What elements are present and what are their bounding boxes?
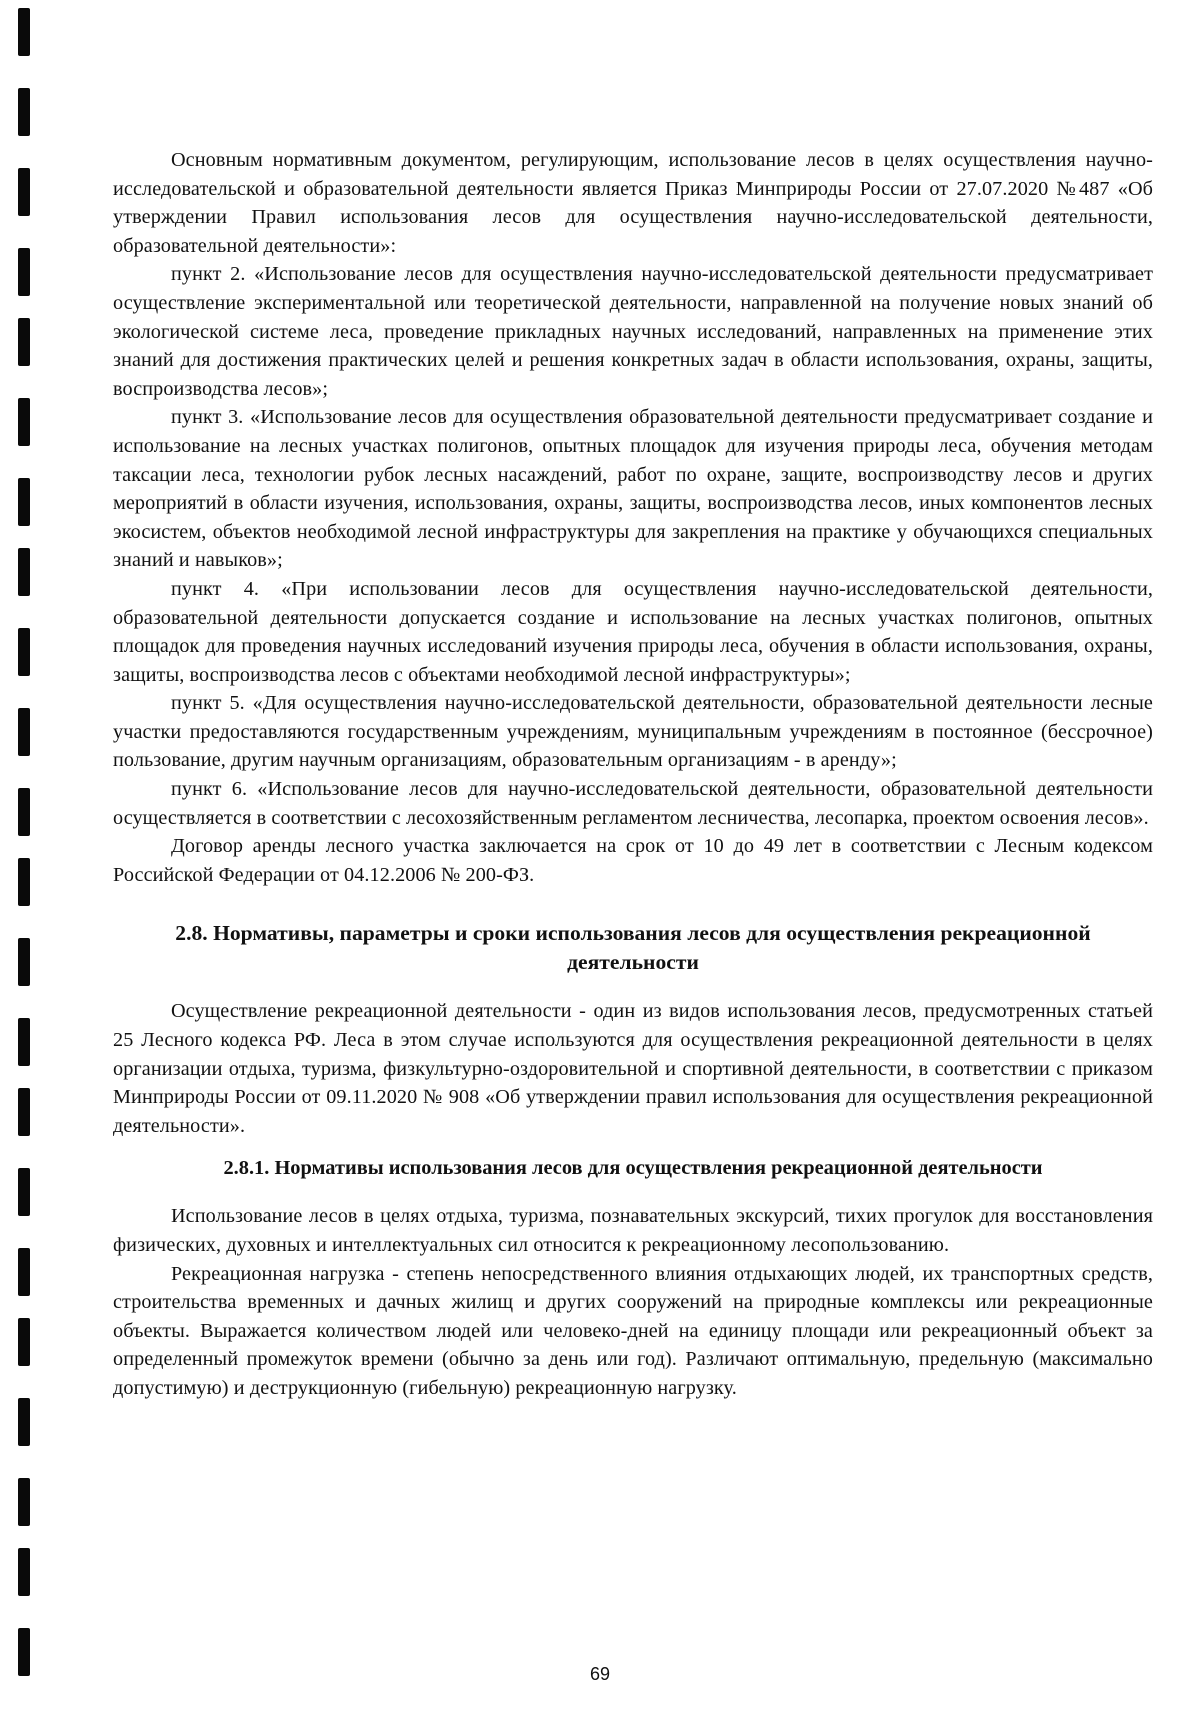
intro-paragraph: Основным нормативным документом, регулирующим, использование лесов в целях осуществления научно-исследовательской и образовательной деятельности является Приказ Минприроды России от 27.07.2020 №487 «Об утверждении Правил использования лесов для осуществления научно-исследовательской деятельности, образовательной деятельности»: bbox=[113, 149, 1153, 257]
binding-hole bbox=[18, 548, 30, 596]
binding-hole bbox=[18, 1088, 30, 1136]
binding-hole bbox=[18, 1548, 30, 1596]
recreation-use-paragraph: Использование лесов в целях отдыха, туризма, познавательных экскурсий, тихих прогулок для восстановления физических, духовных и интеллектуальных сил относится к рекреационному лесопользованию. bbox=[113, 1205, 1153, 1256]
lease-term-paragraph: Договор аренды лесного участка заключается на срок от 10 до 49 лет в соответствии с Лесным кодексом Российской Федерации от 04.12.2006 № 200-ФЗ. bbox=[113, 835, 1153, 886]
clause-6-paragraph: пункт 6. «Использование лесов для научно-исследовательской деятельности, образовательной деятельности осуществляется в соответствии с лесохозяйственным регламентом лесничества, лесопарка, проектом освоения лесов». bbox=[113, 778, 1153, 829]
binding-hole bbox=[18, 858, 30, 906]
binding-hole bbox=[18, 8, 30, 56]
binding-hole bbox=[18, 398, 30, 446]
binding-hole bbox=[18, 788, 30, 836]
section-heading: 2.8. Нормативы, параметры и сроки использования лесов для осуществления рекреационной деятельности bbox=[175, 921, 1091, 975]
binding-hole bbox=[18, 628, 30, 676]
page-content bbox=[113, 146, 1153, 1403]
binding-hole bbox=[18, 318, 30, 366]
clause-2-paragraph: пункт 2. «Использование лесов для осуществления научно-исследовательской деятельности предусматривает осуществление экспериментальной или теоретической деятельности, направленной на получение новых знаний об экологической системе леса, проведение прикладных научных исследований, направленных на применение этих знаний для достижения практических целей и решения конкретных задач в области использования, охраны, защиты, воспроизводства лесов»; bbox=[113, 263, 1153, 400]
binding-hole bbox=[18, 1168, 30, 1216]
binding-holes bbox=[18, 0, 36, 1716]
binding-hole bbox=[18, 1478, 30, 1526]
binding-hole bbox=[18, 1318, 30, 1366]
clause-3-paragraph: пункт 3. «Использование лесов для осуществления образовательной деятельности предусматривает создание и использование на лесных участках полигонов, опытных площадок для изучения природы леса, обучения методам таксации леса, технологии рубок лесных насаждений, работ по охране, защите, воспроизводству лесов и других мероприятий в области изучения, использования, охраны, защиты, воспроизводства лесов, иных компонентов лесных экосистем, объектов необходимой лесной инфраструктуры для закрепления на практике у обучающихся специальных знаний и навыков»; bbox=[113, 406, 1153, 572]
recreation-load-paragraph: Рекреационная нагрузка - степень непосредственного влияния отдыхающих людей, их транспортных средств, строительства временных и дачных жилищ и других сооружений на природные комплексы или рекреационные объекты. Выражается количеством людей или человеко-дней на единицу площади или рекреационный объект за определенный промежуток времени (обычно за день или год). Различают оптимальную, предельную (максимально допустимую) и деструкционную (гибельную) рекреационную нагрузку. bbox=[113, 1262, 1153, 1399]
binding-hole bbox=[18, 938, 30, 986]
page-number: 69 bbox=[589, 1664, 611, 1684]
binding-hole bbox=[18, 168, 30, 216]
section-paragraph: Осуществление рекреационной деятельности - один из видов использования лесов, предусмотренных статьей 25 Лесного кодекса РФ. Леса в этом случае используются для осуществления рекреационной деятельности в целях организации отдыха, туризма, физкультурно-оздоровительной и спортивной деятельности, в соответствии с приказом Минприроды России от 09.11.2020 № 908 «Об утверждении правил использования для осуществления рекреационной деятельности». bbox=[113, 1000, 1153, 1137]
binding-hole bbox=[18, 708, 30, 756]
binding-hole bbox=[18, 88, 30, 136]
binding-hole bbox=[18, 1398, 30, 1446]
clause-5-paragraph: пункт 5. «Для осуществления научно-исследовательской деятельности, образовательной деятельности лесные участки предоставляются государственным учреждениям, муниципальным учреждениям в постоянное (бессрочное) пользование, другим научным организациям, образовательным организациям - в аренду»; bbox=[113, 692, 1153, 772]
binding-hole bbox=[18, 478, 30, 526]
clause-4-paragraph: пункт 4. «При использовании лесов для осуществления научно-исследовательской деятельности, образовательной деятельности допускается создание и использование на лесных участках полигонов, опытных площадок для проведения научных исследований изучения природы леса, обучения в области использования, охраны, защиты, воспроизводства лесов с объектами необходимой лесной инфраструктуры»; bbox=[113, 577, 1153, 686]
binding-hole bbox=[18, 1248, 30, 1296]
subsection-heading: 2.8.1. Нормативы использования лесов для осуществления рекреационной деятельности bbox=[223, 1157, 1043, 1180]
binding-hole bbox=[18, 1018, 30, 1066]
binding-hole bbox=[18, 248, 30, 296]
